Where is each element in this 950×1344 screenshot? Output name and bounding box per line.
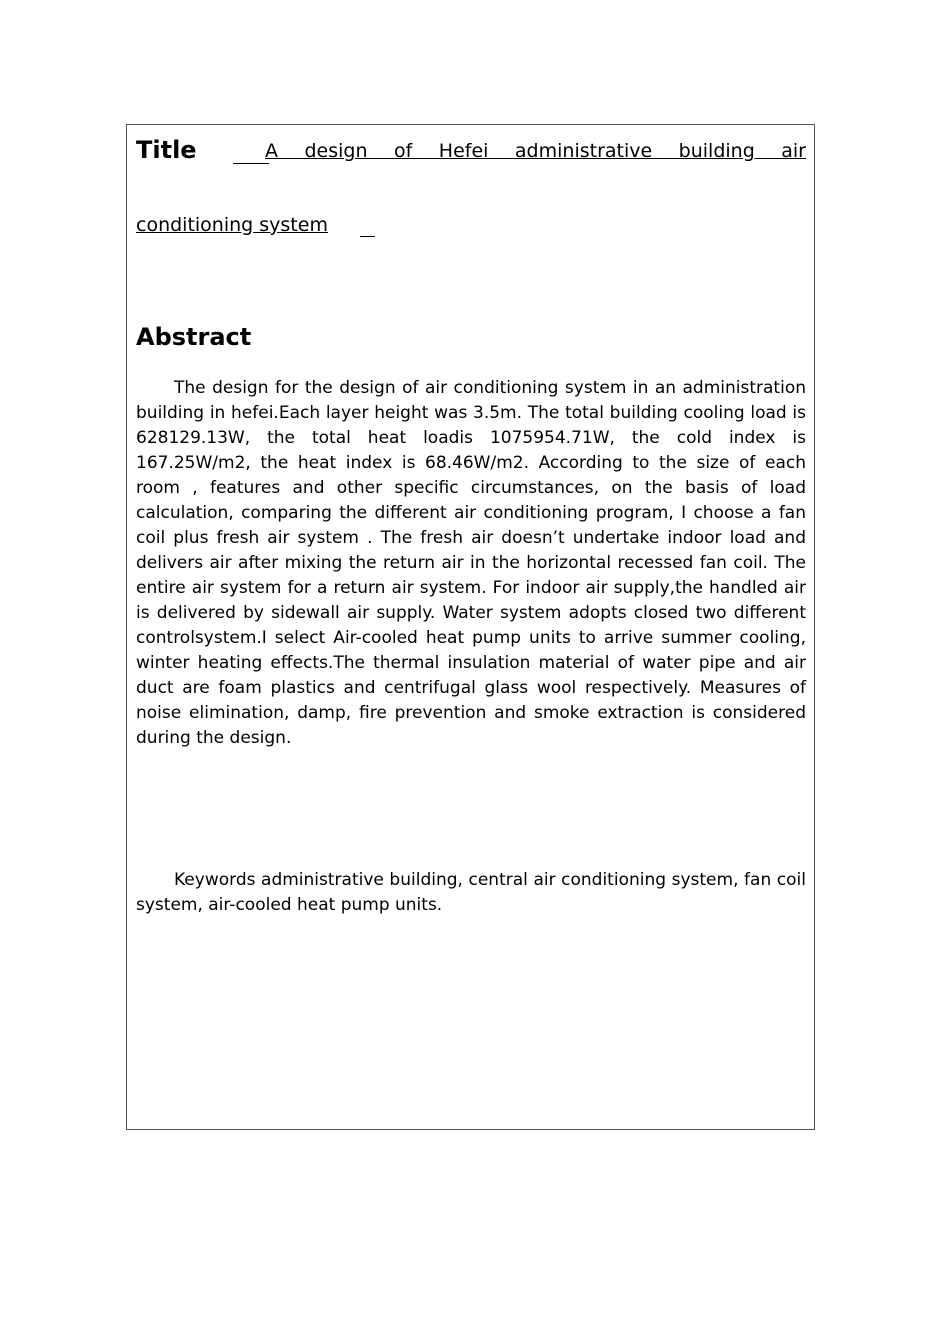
title-row bbox=[136, 136, 806, 176]
title-text-line2: conditioning system bbox=[136, 214, 328, 236]
title-label: Title bbox=[136, 136, 197, 164]
title-text-line1: A design of Hefei administrative building air bbox=[265, 140, 806, 162]
abstract-heading: Abstract bbox=[136, 323, 252, 351]
abstract-body: The design for the design of air conditioning system in an administration building in hefei.Each layer height was 3.5m. The total building cooling load is 628129.13W, the total heat loadis 1075954.71W, the cold index is 167.25W/m2, the heat index is 68.46W/m2. According to the size of each room , features and other specific circumstances, on the basis of load calculation, comparing the different air conditioning program, I choose a fan coil plus fresh air system . The fresh air doesn’t undertake indoor load and delivers air after mixing the return air in the horizontal recessed fan coil. The entire air system for a return air system. For indoor air supply,the handled air is delivered by sidewall air supply. Water system adopts closed two different controlsystem.I select Air-cooled heat pump units to arrive summer cooling, winter heating effects.The thermal insulation material of water pipe and air duct are foam plastics and centrifugal glass wool respectively. Measures of noise elimination, damp, fire prevention and smoke extraction is considered during the design. bbox=[136, 378, 806, 748]
title-underline-tail bbox=[360, 236, 375, 237]
keywords-paragraph: Keywords administrative building, central air conditioning system, fan coil system, air-cooled heat pump units. bbox=[136, 870, 806, 915]
